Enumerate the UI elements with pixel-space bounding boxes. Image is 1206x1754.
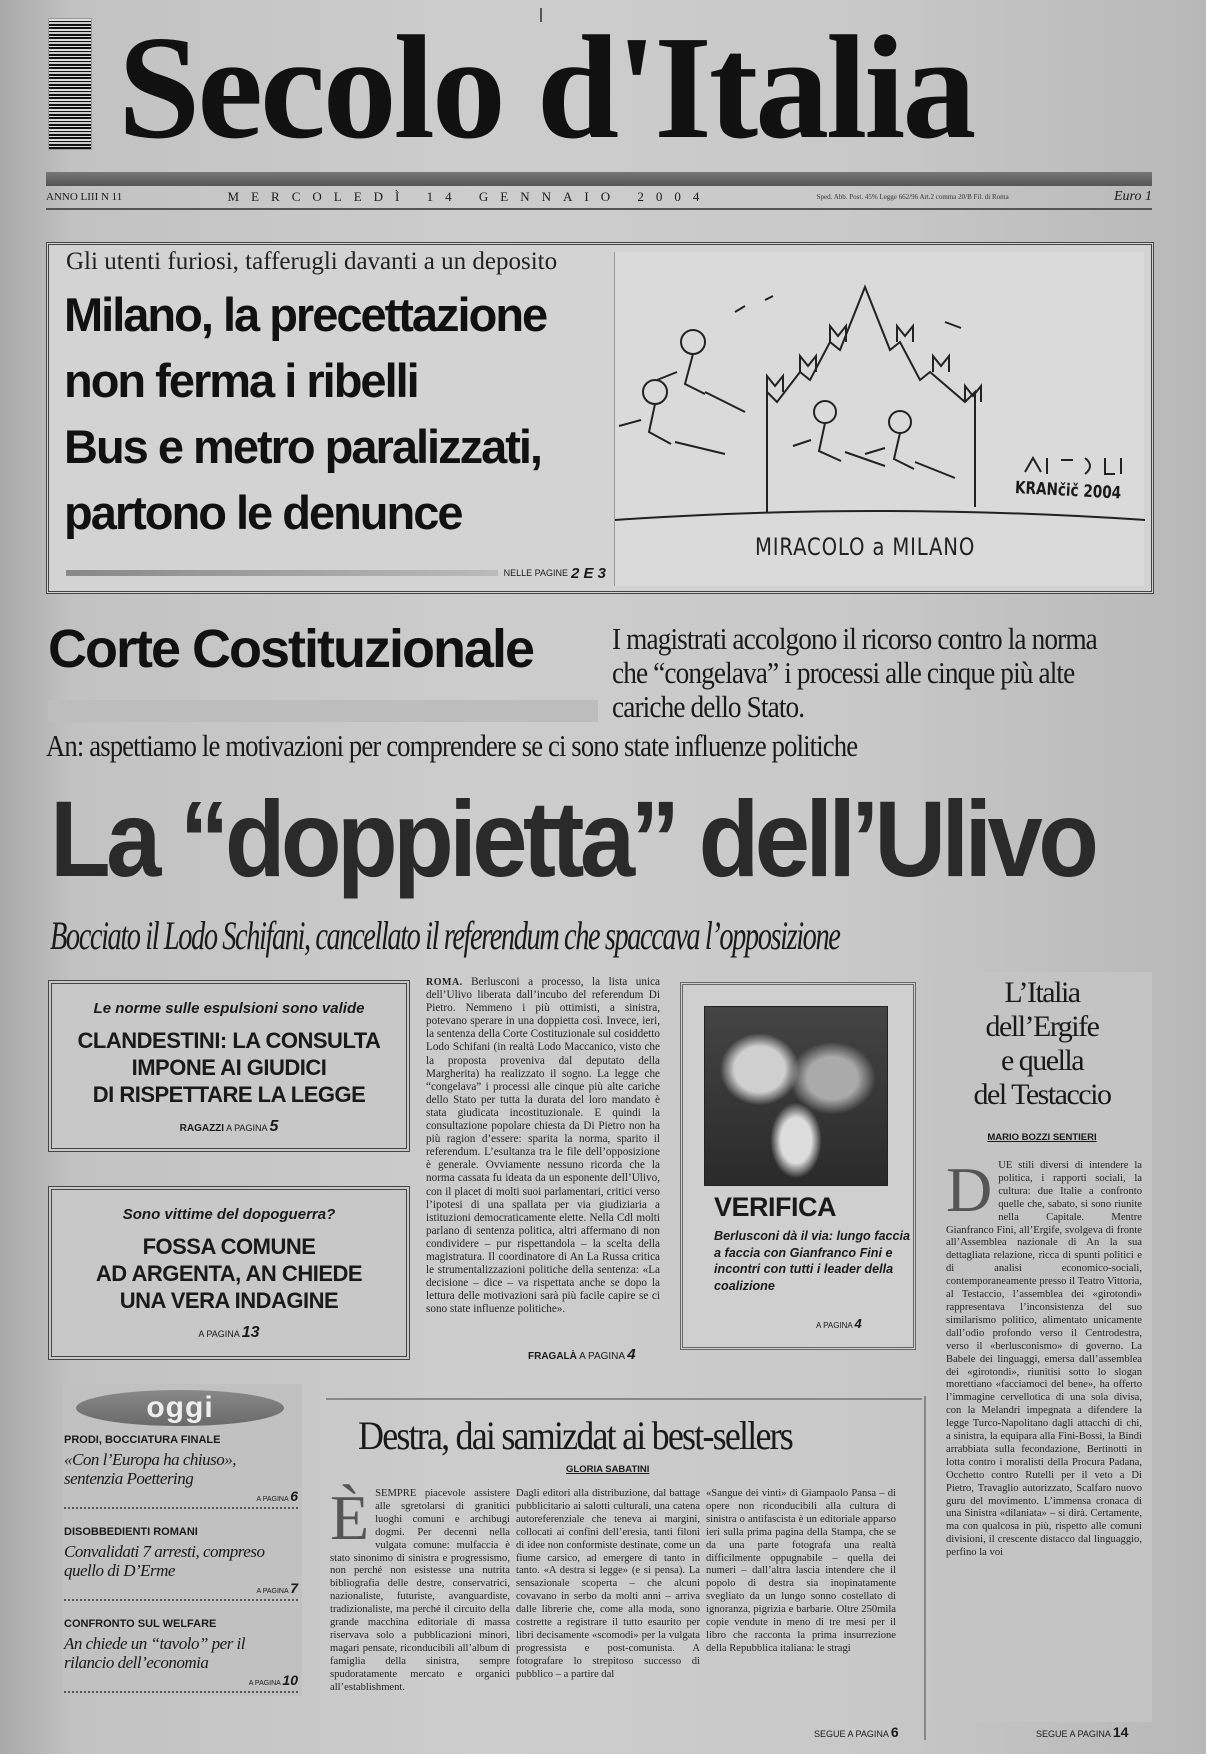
section-label-corte: Corte Costituzionale	[48, 619, 534, 679]
author: FRAGALÀ	[528, 1351, 577, 1362]
page-ref-number: 2 E 3	[570, 564, 606, 582]
destra-column-1	[330, 1482, 510, 1695]
editorial-body	[946, 1154, 1142, 1560]
box-page-ref	[52, 1324, 406, 1342]
destra-continue-ref	[814, 1724, 899, 1740]
headline-line: Bus e metro paralizzati,	[64, 420, 541, 473]
headline-line: DI RISPETTARE LA LEGGE	[92, 1082, 366, 1107]
box-kicker: Sono vittime del dopoguerra?	[122, 1206, 336, 1223]
article-text: SEMPRE piacevole assistere alle sgretolarsi di granitici luoghi comuni e archibugi dogmi. Per decenni nella vulgata comune: mulfaccia è stato sinonimo di sinistra e progressismo, non perché non esistesse una nutrita bibliografia delle destre, conservatrici, nazionaliste, futuriste, avanguardiste, tradizionaliste, ma perché il circuito della grande macchina editoriale di massa riservava solo a pubblicazioni minori, magari pensate, riconducibili all’album di famiglia della sinistra, sempre spudoratamente mercato e organici all’establishment.	[330, 1488, 510, 1693]
page-ref-number: 4	[627, 1346, 636, 1363]
page-ref-number: 13	[241, 1324, 260, 1341]
editorial-author: MARIO BOZZI SENTIERI	[987, 1132, 1097, 1143]
headline-line: Milano, la precettazione	[64, 288, 547, 341]
page-ref-label: A PAGINA	[198, 1329, 240, 1339]
page-ref-number: 4	[854, 1316, 862, 1331]
page-ref-number: 5	[269, 1118, 279, 1135]
oggi-page-ref	[64, 1488, 298, 1504]
title-line: L’Italia	[1004, 976, 1080, 1009]
main-headline: La “doppietta” dell’Ulivo	[50, 778, 1095, 899]
destra-author: GLORIA SABATINI	[566, 1464, 650, 1475]
issue-date: MERCOLEDÌ 14 GENNAIO 2004	[227, 189, 712, 204]
dateline: ROMA.	[426, 977, 463, 988]
editorial-continue-ref	[1036, 1724, 1128, 1740]
roma-article-body	[426, 976, 660, 1316]
box-clandestini[interactable]	[48, 980, 410, 1152]
oggi-page-ref	[64, 1580, 298, 1596]
verifica-text: Berlusconi dà il via: lungo faccia a faccia con Gianfranco Fini e incontri con tutti i leader della coalizione	[714, 1229, 910, 1293]
oggi-summary: «Con l’Europa ha chiuso», sentenzia Poettering	[64, 1450, 236, 1488]
headline-line: FOSSA COMUNE	[142, 1234, 316, 1259]
oggi-summary: Convalidati 7 arresti, compreso quello di D’Erme	[64, 1542, 265, 1580]
barcode	[48, 18, 92, 150]
issue-info-line	[46, 186, 1152, 210]
page-ref-label: A PAGINA	[226, 1123, 267, 1133]
top-story-headline	[64, 282, 624, 546]
price: Euro 1	[1113, 189, 1152, 204]
headline-line: partono le denunce	[64, 486, 462, 539]
page-ref-number: 10	[282, 1672, 298, 1688]
box-headline	[52, 1233, 406, 1314]
masthead-rule	[46, 172, 1152, 186]
article-text: Berlusconi a processo, la lista unica dell’Ulivo liberata dall’incubo del referendum Di Pietro. Nemmeno i più ottimisti, a sinistra, potevano sperare in una doppietta così. Invece, ieri, la sentenza della Corte Costituzionale sul cosiddetto Lodo Schifani (in realtà Lodo Maccanico, visto che la proposta proveniva dal deputato della Margherita) ha realizzato il sogno. La legge che “congelava” i processi alle cinque più alte cariche dello Stato per tutta la durata del loro mandato è stata giudicata incostituzionale. E quindi la consultazione popolare chiesta da Di Pietro non ha più ragion d’essere: sparita la norma, sparito il referendum. L’esultanza tra le file dell’opposizione è generale. Ovviamente nessuno ricorda che la norma cassata fu ideata da un esponente dell’Ulivo, con il placet di molti suoi parlamentari, critici verso l’ipotesi di una spallata per via giudiziaria a istituzioni democraticamente elette. Nella Cdl molti parlano di sentenza politica, altri affermano di non condividere – pur rispettandola – la scelta della magistratura. Il coordinatore di An La Russa critica le strumentalizzazioni politiche della sentenza: «La decisione – dice – va rispettata anche se dopo la lettura delle motivazioni sarà più facile capire se ci sono state influenze politiche».	[426, 976, 660, 1316]
oggi-item[interactable]	[64, 1434, 298, 1509]
box-fossa-comune[interactable]	[48, 1186, 410, 1360]
page-ref-label: A PAGINA	[816, 1321, 853, 1330]
verifica-page-ref	[816, 1316, 862, 1331]
decorative-bar	[48, 700, 598, 722]
oggi-summary: An chiede un “tavolo” per il rilancio dell’economia	[64, 1634, 246, 1672]
article-text: UE stili diversi di intendere la politica, i rapporti sociali, la cultura: due Italie a confronto quelle che, sabato, si sono riunite nella Capitale. Mentre Gianfranco Fini, all’Ergife, svolgeva di fronte all’Assemblea nazionale di An la sua dettagliata relazione, ricca di spunti politici e di analisi economico-sociali, contemporaneamente presso il Teatro Vittoria, al Testaccio, l’assemblea dei «girotondi» rappresentava l’inconsistenza del suo similarismo politico, alimentato unicamente dall’odio profondo verso il Centrodestra, verso il «berlusconismo» di governo. La Babele dei linguaggi, emersa dall’assemblea dei «girotondi», riunitisi sotto lo slogan morettiano «facciamoci del bene», ha offerto l’immagine cervellotica di una sola divisa, con la Melandri impegnata a difendere la legge Turco-Napolitano dagli attacchi di chi, a sinistra, la equipara alla Fini-Bossi, la Bindi arrabbiata sulla fecondazione, Bertinotti in lotta contro i moralisti della Procura Padana, Occhetto contro Rutelli per il veto a Di Pietro, Travaglio autorizzato, Scalfaro nuovo guru del movimento. L’immensa cronaca di una Sinistra «dilaniata» – si dirà. Certamente, ma con qualcosa in più, rispetto alle comuni divisioni, il crescente distacco dal linguaggio, perfino la voi	[946, 1160, 1142, 1559]
top-story-kicker: Gli utenti furiosi, tafferugli davanti a un deposito	[66, 248, 558, 275]
page-ref-label: A PAGINA	[579, 1351, 625, 1362]
oggi-page-ref	[64, 1672, 298, 1688]
title-line: del Testaccio	[973, 1078, 1111, 1111]
dropcap: D	[946, 1154, 993, 1225]
author: RAGAZZI	[179, 1123, 225, 1134]
title-line: e quella	[1000, 1044, 1084, 1077]
destra-column-2: Dagli editori alla distribuzione, dal battage pubblicitario ai salotti culturali, una catena autoreferenziale che teneva ai margini, collocati ai confini dell’eresia, tanti filoni di idee non conformiste destinate, come un fiume carsico, ad emergere di tanto in tanto. «A destra si legge» (e si pensa). La sensazionale scoperta – che alcuni covavano in serbo da molti anni – arriva dalle librerie che, come alla moda, sono costrette a registrare il tutto esaurito per libri decisamente «scomodi» per la vulgata progressista e post-comunista. A fotografare lo strepitoso successo di pubblico – a partire dal	[516, 1488, 700, 1680]
headline-line: UNA VERA INDAGINE	[119, 1288, 339, 1313]
headline-line: non ferma i ribelli	[64, 354, 418, 407]
issue-number: ANNO LIII N 11	[46, 191, 123, 203]
masthead-title: Secolo d'Italia	[118, 6, 974, 170]
headline-line: AD ARGENTA, AN CHIEDE	[95, 1261, 363, 1286]
page-ref-label: A PAGINA	[256, 1588, 289, 1595]
page-ref-number: 6	[290, 1488, 298, 1504]
dropcap: È	[330, 1482, 370, 1553]
destra-headline: Destra, dai samizdat ai best-sellers	[358, 1413, 793, 1458]
top-story-page-ref	[66, 565, 606, 581]
cartoon-caption: MIRACOLO a MILANO	[755, 533, 976, 561]
column-divider	[924, 1396, 926, 1740]
page-ref-number: 7	[290, 1580, 298, 1596]
oggi-category: PRODI, BOCCIATURA FINALE	[64, 1434, 221, 1446]
oggi-label: oggi	[76, 1390, 284, 1426]
photo-berlusconi-fini	[704, 1006, 888, 1186]
roma-article-ref	[528, 1346, 636, 1363]
title-line: dell’Ergife	[985, 1010, 1099, 1043]
page-ref-number: 14	[1112, 1724, 1129, 1740]
page-ref-label: SEGUE A PAGINA	[1036, 1729, 1111, 1739]
postal-info: Sped. Abb. Post. 45% Legge 662/96 Art.2 comma 20/B Fil. di Roma	[816, 193, 1009, 201]
oggi-category: DISOBBEDIENTI ROMANI	[64, 1526, 198, 1538]
page-ref-label: SEGUE A PAGINA	[814, 1729, 889, 1739]
oggi-item[interactable]	[64, 1618, 298, 1693]
cartoon-signature: KRANčič 2004	[1014, 478, 1122, 504]
oggi-item[interactable]	[64, 1526, 298, 1601]
headline-line: IMPONE AI GIUDICI	[131, 1055, 327, 1080]
editorial-title	[936, 976, 1148, 1112]
page-ref-label: NELLE PAGINE	[503, 568, 568, 578]
box-page-ref	[52, 1118, 406, 1136]
headline-line: CLANDESTINI: LA CONSULTA	[77, 1028, 381, 1053]
box-kicker: Le norme sulle espulsioni sono valide	[93, 1000, 365, 1017]
page-ref-label: A PAGINA	[248, 1680, 281, 1687]
verifica-headline: VERIFICA	[714, 1192, 837, 1222]
main-subheadline: Bocciato il Lodo Schifani, cancellato il referendum che spaccava l’opposizione	[50, 913, 840, 958]
destra-column-3: «Sangue dei vinti» di Giampaolo Pansa – di opere non riconducibili alla cultura di sinistra o antifascista è un editoriale apparso ieri sulla prima pagina della Stampa, che se da una parte fotografa una realtà difficilmente oppugnabile – quella dei numeri – dall’altra lascia intendere che il popolo di destra sia inopinatamente svegliato da un lungo sonno costellato di ignoranza, pigrizia e barbarie. Oltre 250mila copie vendute in meno di tre mesi per il libro che racconta la prima insurrezione della Repubblica italiana: le stragi	[706, 1488, 896, 1654]
divider	[326, 1398, 922, 1400]
an-subheadline: An: aspettiamo le motivazioni per comprendere se ci sono state influenze politiche	[46, 728, 858, 763]
oggi-category: CONFRONTO SUL WELFARE	[64, 1618, 217, 1630]
corte-deck: I magistrati accolgono il ricorso contro la norma che “congelava” i processi alle cinque più alte cariche dello Stato.	[612, 621, 1097, 724]
box-headline	[52, 1027, 406, 1108]
page-ref-number: 6	[890, 1724, 899, 1740]
page-ref-label: A PAGINA	[256, 1496, 289, 1503]
decorative-rule	[66, 570, 498, 576]
